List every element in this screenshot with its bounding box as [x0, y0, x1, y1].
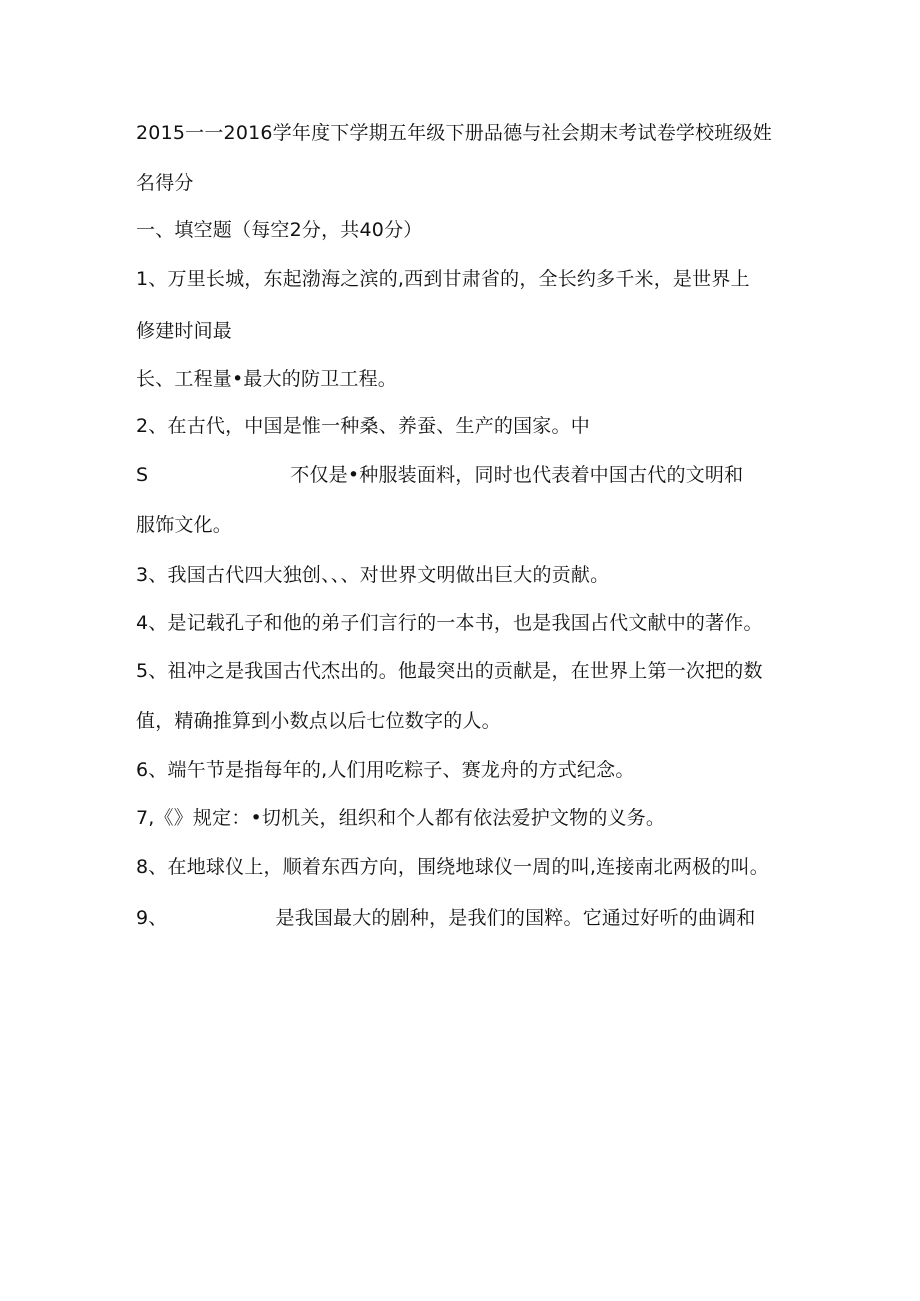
question-9	[136, 905, 756, 931]
question-1-line-1: 1、万里长城，东起渤海之滨的,西到甘肃省的，全长约多千米，是世界上	[136, 268, 750, 290]
question-7: 7,《》规定：•切机关，组织和个人都有依法爱护文物的义务。	[136, 807, 666, 829]
question-2-text: 不仅是•种服装面料，同时也代表着中国古代的文明和	[290, 464, 744, 486]
question-9-text: 是我国最大的剧种，是我们的国粹。它通过好听的曲调和	[275, 907, 756, 929]
question-1-line-2: 修建时间最	[136, 320, 233, 342]
question-3: 3、我国古代四大独创、、、对世界文明做出巨大的贡献。	[136, 564, 610, 586]
question-2-line-2	[136, 462, 743, 488]
question-4: 4、是记载孔子和他的弟子们言行的一本书，也是我国占代文献中的著作。	[136, 612, 763, 634]
question-8: 8、在地球仪上，顺着东西方向，围绕地球仪一周的叫,连接南北两极的叫。	[136, 856, 769, 878]
question-1-line-3: 长、工程量•最大的防卫工程。	[136, 368, 398, 390]
question-6: 6、端午节是指每年的,人们用吃粽子、赛龙舟的方式纪念。	[136, 759, 635, 781]
section-heading-fill-in-blank: 一、填空题（每空2分，共40分）	[136, 219, 423, 241]
question-9-prefix: 9、	[136, 907, 168, 929]
question-2-line-3: 服饰文化。	[136, 514, 233, 536]
question-2-line-1: 2、在古代，中国是惟一种桑、养蚕、生产的国家。中	[136, 415, 590, 437]
exam-title-line-2: 名得分	[136, 172, 194, 194]
exam-title-line-1: 2015一一2016学年度下学期五年级下册品德与社会期末考试卷学校班级姓	[136, 122, 772, 144]
question-5-line-2: 值，精确推算到小数点以后七位数字的人。	[136, 710, 501, 732]
question-2-prefix: S	[136, 464, 149, 486]
question-5-line-1: 5、祖冲之是我国古代杰出的。他最突出的贡献是，在世界上第一次把的数	[136, 660, 763, 682]
